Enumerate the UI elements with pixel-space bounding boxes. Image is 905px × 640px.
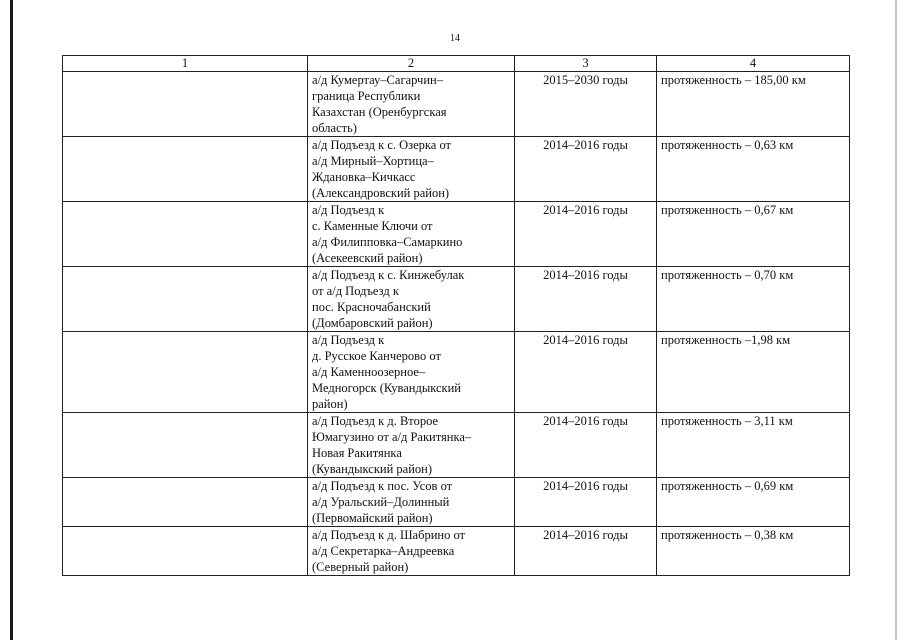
road-name-line: (Асекеевский район) xyxy=(312,251,423,265)
column-header-1: 1 xyxy=(63,56,308,72)
cell-length: протяженность – 0,70 км xyxy=(657,267,850,332)
road-name-line: район) xyxy=(312,397,348,411)
table-row xyxy=(63,413,850,478)
road-name-line: (Первомайский район) xyxy=(312,511,433,525)
cell-length: протяженность –1,98 км xyxy=(657,332,850,413)
scan-edge-right xyxy=(895,0,897,640)
cell-period: 2014–2016 годы xyxy=(515,137,657,202)
cell-length: протяженность – 0,63 км xyxy=(657,137,850,202)
cell-period: 2014–2016 годы xyxy=(515,413,657,478)
road-name-line: а/д Подъезд к xyxy=(312,203,385,217)
road-name-line: а/д Кумертау–Сагарчин– xyxy=(312,73,443,87)
road-name-line: а/д Секретарка–Андреевка xyxy=(312,544,455,558)
cell-period: 2014–2016 годы xyxy=(515,267,657,332)
road-name-line: (Северный район) xyxy=(312,560,409,574)
road-name-line: а/д Подъезд к д. Второе xyxy=(312,414,439,428)
cell-road-name xyxy=(308,413,515,478)
cell-length: протяженность – 0,69 км xyxy=(657,478,850,527)
cell-empty xyxy=(63,527,308,576)
road-name-line: а/д Каменноозерное– xyxy=(312,365,426,379)
road-name-line: Медногорск (Кувандыкский xyxy=(312,381,461,395)
road-name-line: (Домбаровский район) xyxy=(312,316,433,330)
table-row xyxy=(63,137,850,202)
road-name-line: пос. Красночабанский xyxy=(312,300,431,314)
cell-road-name xyxy=(308,137,515,202)
cell-length: протяженность – 0,67 км xyxy=(657,202,850,267)
cell-empty xyxy=(63,413,308,478)
cell-road-name xyxy=(308,202,515,267)
cell-length: протяженность – 185,00 км xyxy=(657,72,850,137)
table-row xyxy=(63,72,850,137)
cell-empty xyxy=(63,202,308,267)
cell-length: протяженность – 0,38 км xyxy=(657,527,850,576)
road-name-line: а/д Подъезд к xyxy=(312,333,385,347)
document-table xyxy=(62,55,850,576)
road-name-line: а/д Подъезд к с. Озерка от xyxy=(312,138,452,152)
road-name-line: от а/д Подъезд к xyxy=(312,284,399,298)
road-name-line: д. Русское Канчерово от xyxy=(312,349,441,363)
cell-period: 2014–2016 годы xyxy=(515,202,657,267)
road-name-line: а/д Подъезд к пос. Усов от xyxy=(312,479,453,493)
road-name-line: (Александровский район) xyxy=(312,186,450,200)
cell-period: 2015–2030 годы xyxy=(515,72,657,137)
road-name-line: (Кувандыкский район) xyxy=(312,462,433,476)
cell-road-name xyxy=(308,72,515,137)
cell-road-name xyxy=(308,478,515,527)
table-row xyxy=(63,332,850,413)
table-row xyxy=(63,202,850,267)
road-name-line: а/д Филипповка–Самаркино xyxy=(312,235,463,249)
cell-empty xyxy=(63,332,308,413)
road-name-line: Новая Ракитянка xyxy=(312,446,402,460)
column-header-4: 4 xyxy=(657,56,850,72)
table-row xyxy=(63,267,850,332)
road-name-line: Казахстан (Оренбургская xyxy=(312,105,447,119)
table-row xyxy=(63,527,850,576)
header-row xyxy=(63,56,850,72)
road-name-line: а/д Мирный–Хортица– xyxy=(312,154,434,168)
column-header-3: 3 xyxy=(515,56,657,72)
cell-road-name xyxy=(308,267,515,332)
road-name-line: граница Республики xyxy=(312,89,421,103)
table-row xyxy=(63,478,850,527)
road-name-line: с. Каменные Ключи от xyxy=(312,219,433,233)
road-name-line: Юмагузино от а/д Ракитянка– xyxy=(312,430,472,444)
road-name-line: Ждановка–Кичкасс xyxy=(312,170,416,184)
cell-period: 2014–2016 годы xyxy=(515,332,657,413)
cell-empty xyxy=(63,137,308,202)
road-name-line: а/д Подъезд к д. Шабрино от xyxy=(312,528,466,542)
cell-empty xyxy=(63,72,308,137)
cell-road-name xyxy=(308,332,515,413)
scan-edge-left xyxy=(10,0,13,640)
road-name-line: область) xyxy=(312,121,357,135)
cell-length: протяженность – 3,11 км xyxy=(657,413,850,478)
table-body xyxy=(63,72,850,576)
cell-empty xyxy=(63,267,308,332)
cell-period: 2014–2016 годы xyxy=(515,527,657,576)
page-number: 14 xyxy=(450,33,460,44)
cell-road-name xyxy=(308,527,515,576)
road-name-line: а/д Уральский–Долинный xyxy=(312,495,450,509)
column-header-2: 2 xyxy=(308,56,515,72)
cell-empty xyxy=(63,478,308,527)
cell-period: 2014–2016 годы xyxy=(515,478,657,527)
road-name-line: а/д Подъезд к с. Кинжебулак xyxy=(312,268,465,282)
